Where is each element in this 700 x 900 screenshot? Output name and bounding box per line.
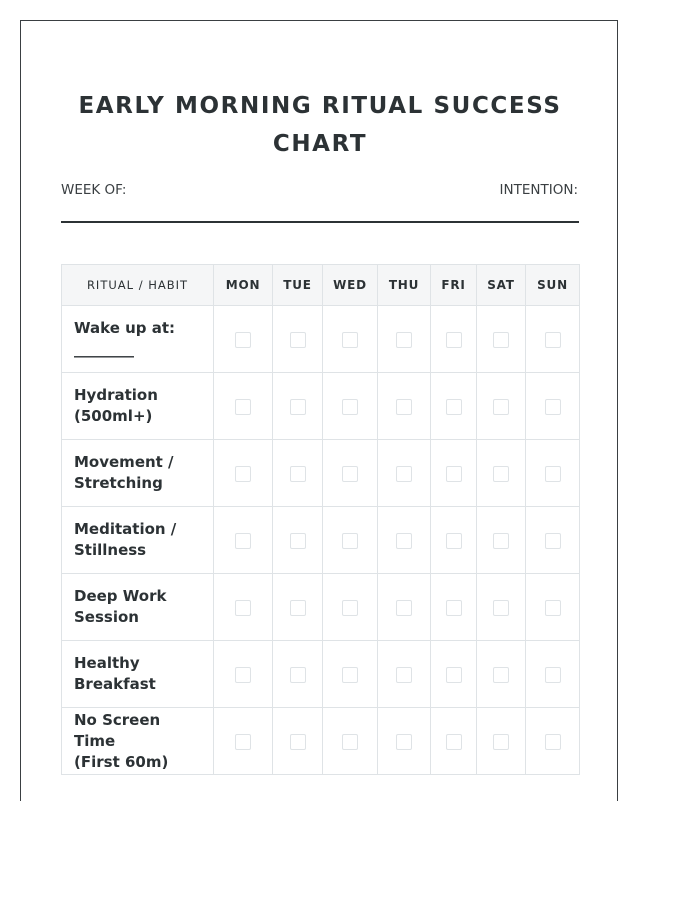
day-cell [431, 507, 477, 574]
day-cell [477, 306, 526, 373]
day-cell [477, 440, 526, 507]
habit-label-line2: ________ [74, 340, 134, 358]
checkbox-sun[interactable] [545, 533, 561, 549]
habit-tracker-table [61, 264, 580, 775]
checkbox-mon[interactable] [235, 600, 251, 616]
checkbox-fri[interactable] [446, 734, 462, 750]
day-cell [323, 306, 378, 373]
checkbox-fri[interactable] [446, 533, 462, 549]
checkbox-sat[interactable] [493, 332, 509, 348]
day-cell [214, 708, 273, 775]
checkbox-mon[interactable] [235, 399, 251, 415]
checkbox-fri[interactable] [446, 600, 462, 616]
page-title: EARLY MORNING RITUAL SUCCESS CHART [78, 93, 562, 157]
checkbox-thu[interactable] [396, 734, 412, 750]
table-row [62, 574, 580, 641]
habit-label [62, 507, 214, 574]
day-cell [323, 641, 378, 708]
day-cell [431, 373, 477, 440]
checkbox-wed[interactable] [342, 399, 358, 415]
checkbox-sun[interactable] [545, 734, 561, 750]
day-cell [323, 507, 378, 574]
habit-label-line1: Deep Work [74, 587, 167, 605]
habit-label-line2: Stillness [74, 541, 147, 559]
checkbox-tue[interactable] [290, 734, 306, 750]
day-cell [214, 574, 273, 641]
checkbox-sun[interactable] [545, 600, 561, 616]
day-cell [323, 440, 378, 507]
checkbox-tue[interactable] [290, 667, 306, 683]
checkbox-tue[interactable] [290, 466, 306, 482]
day-cell [477, 708, 526, 775]
column-header-sun: SUN [526, 265, 580, 306]
habit-label [62, 306, 214, 373]
day-cell [273, 507, 323, 574]
column-header-wed: WED [323, 265, 378, 306]
checkbox-tue[interactable] [290, 399, 306, 415]
day-cell [477, 574, 526, 641]
column-header-sat: SAT [477, 265, 526, 306]
checkbox-sun[interactable] [545, 332, 561, 348]
habit-label-line1: Hydration [74, 386, 158, 404]
table-row [62, 440, 580, 507]
checkbox-sat[interactable] [493, 399, 509, 415]
checkbox-wed[interactable] [342, 466, 358, 482]
checkbox-tue[interactable] [290, 332, 306, 348]
day-cell [431, 440, 477, 507]
intention-label: INTENTION: [499, 182, 578, 198]
checkbox-mon[interactable] [235, 466, 251, 482]
checkbox-wed[interactable] [342, 667, 358, 683]
habit-label-line2: (500ml+) [74, 407, 153, 425]
habit-label-line1: Meditation / [74, 520, 177, 538]
day-cell [477, 373, 526, 440]
habit-label-line2: Breakfast [74, 675, 156, 693]
checkbox-thu[interactable] [396, 399, 412, 415]
day-cell [431, 306, 477, 373]
checkbox-sat[interactable] [493, 667, 509, 683]
checkbox-fri[interactable] [446, 667, 462, 683]
day-cell [477, 507, 526, 574]
day-cell [214, 641, 273, 708]
table-row [62, 708, 580, 775]
checkbox-mon[interactable] [235, 533, 251, 549]
checkbox-sun[interactable] [545, 399, 561, 415]
habit-label-line1: Wake up at: [74, 319, 176, 337]
day-cell [273, 574, 323, 641]
checkbox-thu[interactable] [396, 466, 412, 482]
table-header-row [62, 265, 580, 306]
day-cell [378, 373, 431, 440]
checkbox-thu[interactable] [396, 533, 412, 549]
checkbox-mon[interactable] [235, 734, 251, 750]
checkbox-sun[interactable] [545, 466, 561, 482]
header-divider [61, 221, 579, 223]
day-cell [378, 574, 431, 641]
column-header-habit: RITUAL / HABIT [62, 265, 214, 306]
day-cell [273, 373, 323, 440]
checkbox-sun[interactable] [545, 667, 561, 683]
checkbox-sat[interactable] [493, 533, 509, 549]
habit-label-line2: Session [74, 608, 139, 626]
day-cell [431, 708, 477, 775]
checkbox-thu[interactable] [396, 332, 412, 348]
table-row [62, 306, 580, 373]
day-cell [526, 507, 580, 574]
day-cell [526, 708, 580, 775]
column-header-mon: MON [214, 265, 273, 306]
habit-label-line1: No Screen Time [74, 710, 161, 750]
checkbox-tue[interactable] [290, 533, 306, 549]
day-cell [477, 641, 526, 708]
checkbox-wed[interactable] [342, 734, 358, 750]
day-cell [323, 708, 378, 775]
checkbox-fri[interactable] [446, 399, 462, 415]
column-header-fri: FRI [431, 265, 477, 306]
table-row [62, 641, 580, 708]
checkbox-sat[interactable] [493, 466, 509, 482]
checkbox-wed[interactable] [342, 332, 358, 348]
habit-label [62, 641, 214, 708]
checkbox-fri[interactable] [446, 332, 462, 348]
day-cell [526, 373, 580, 440]
day-cell [323, 373, 378, 440]
checkbox-mon[interactable] [235, 332, 251, 348]
checkbox-sat[interactable] [493, 734, 509, 750]
day-cell [273, 306, 323, 373]
day-cell [214, 306, 273, 373]
day-cell [214, 507, 273, 574]
table-row [62, 373, 580, 440]
day-cell [273, 708, 323, 775]
habit-label [62, 708, 214, 775]
habit-label [62, 440, 214, 507]
table-body [62, 306, 580, 775]
table-row [62, 507, 580, 574]
checkbox-wed[interactable] [342, 600, 358, 616]
checkbox-thu[interactable] [396, 600, 412, 616]
week-of-label: WEEK OF: [61, 182, 127, 198]
day-cell [323, 574, 378, 641]
habit-label-line2: (First 60m) [74, 752, 169, 771]
checkbox-tue[interactable] [290, 600, 306, 616]
habit-label [62, 574, 214, 641]
checkbox-mon[interactable] [235, 667, 251, 683]
column-header-tue: TUE [273, 265, 323, 306]
day-cell [378, 507, 431, 574]
day-cell [214, 440, 273, 507]
day-cell [378, 641, 431, 708]
day-cell [378, 708, 431, 775]
day-cell [273, 641, 323, 708]
day-cell [526, 306, 580, 373]
day-cell [526, 641, 580, 708]
day-cell [378, 306, 431, 373]
day-cell [273, 440, 323, 507]
column-header-thu: THU [378, 265, 431, 306]
day-cell [214, 373, 273, 440]
habit-label-line1: Movement / [74, 453, 174, 471]
day-cell [378, 440, 431, 507]
chart-sheet [20, 20, 618, 801]
habit-label [62, 373, 214, 440]
checkbox-fri[interactable] [446, 466, 462, 482]
day-cell [526, 440, 580, 507]
day-cell [431, 574, 477, 641]
habit-label-line1: Healthy [74, 654, 140, 672]
day-cell [526, 574, 580, 641]
habit-label-line2: Stretching [74, 474, 163, 492]
checkbox-wed[interactable] [342, 533, 358, 549]
day-cell [431, 641, 477, 708]
checkbox-thu[interactable] [396, 667, 412, 683]
checkbox-sat[interactable] [493, 600, 509, 616]
